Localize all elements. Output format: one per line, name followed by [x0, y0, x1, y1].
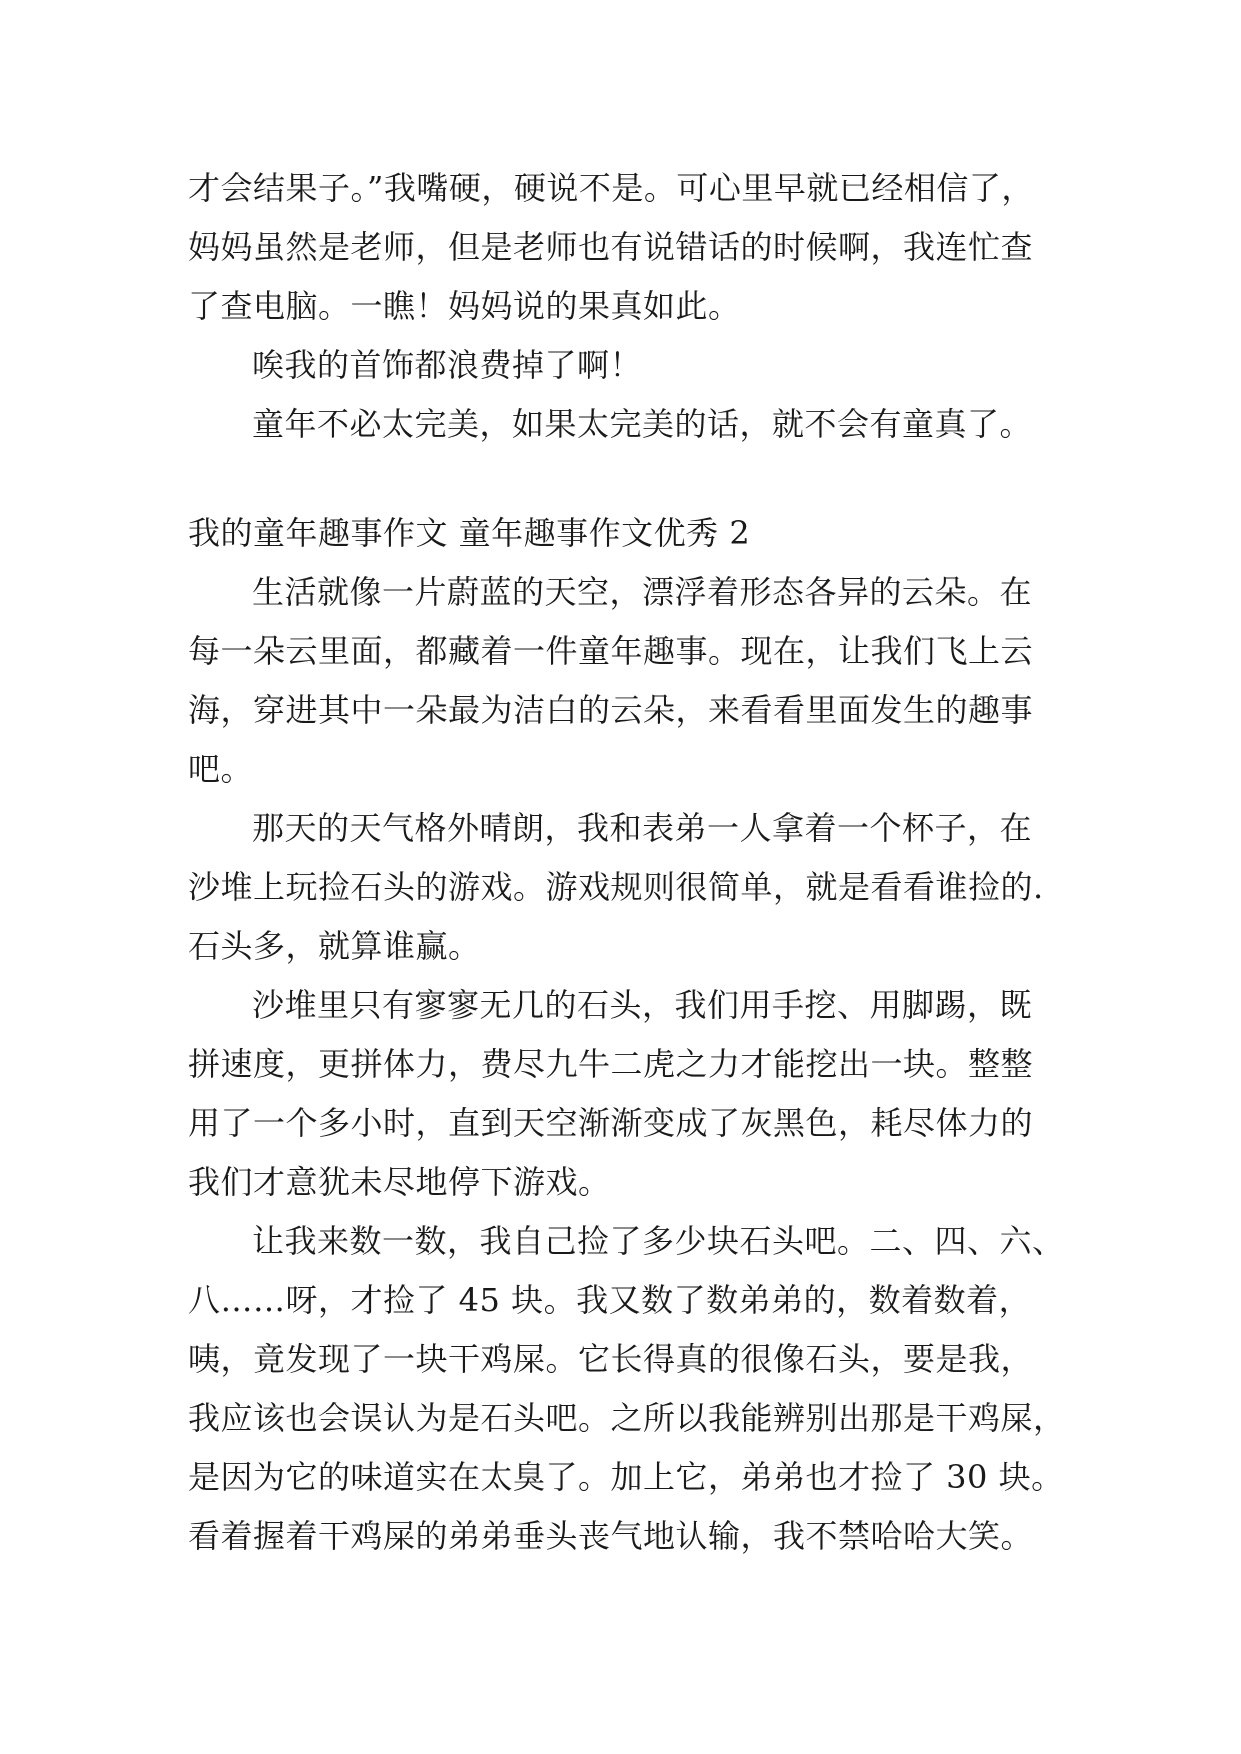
- text-line: 用了一个多小时，直到天空渐渐变成了灰黑色，耗尽体力的: [188, 1104, 1034, 1142]
- text-line: 我应该也会误认为是石头吧。之所以我能辨别出那是干鸡屎，: [188, 1399, 1066, 1437]
- text-line: 海，穿进其中一朵最为洁白的云朵，来看看里面发生的趣事: [188, 691, 1034, 729]
- text-line: 每一朵云里面，都藏着一件童年趣事。现在，让我们飞上云: [188, 632, 1034, 670]
- text-line: 沙堆上玩捡石头的游戏。游戏规则很简单，就是看看谁捡的.: [188, 868, 1044, 906]
- text-line: 八……呀，才捡了 45 块。我又数了数弟弟的，数着数着，: [188, 1281, 1032, 1319]
- text-line: 才会结果子。”我嘴硬，硬说不是。可心里早就已经相信了，: [188, 169, 1034, 207]
- text-line: 那天的天气格外晴朗，我和表弟一人拿着一个杯子，在: [252, 809, 1033, 847]
- text-line: 石头多，就算谁赢。: [188, 927, 481, 965]
- text-line: 童年不必太完美，如果太完美的话，就不会有童真了。: [252, 405, 1033, 443]
- text-line: 吧。: [188, 750, 254, 788]
- text-line: 生活就像一片蔚蓝的天空，漂浮着形态各异的云朵。在: [252, 573, 1033, 611]
- text-line: 了查电脑。一瞧！妈妈说的果真如此。: [188, 287, 741, 325]
- section-title: 我的童年趣事作文 童年趣事作文优秀 2: [188, 514, 751, 552]
- text-line: 沙堆里只有寥寥无几的石头，我们用手挖、用脚踢，既: [252, 986, 1033, 1024]
- text-line: 唉我的首饰都浪费掉了啊！: [252, 346, 643, 384]
- text-line: 看着握着干鸡屎的弟弟垂头丧气地认输，我不禁哈哈大笑。: [188, 1517, 1034, 1555]
- text-line: 让我来数一数，我自己捡了多少块石头吧。二、四、六、: [252, 1222, 1065, 1260]
- text-line: 妈妈虽然是老师，但是老师也有说错话的时候啊，我连忙查: [188, 228, 1034, 266]
- text-line: 我们才意犹未尽地停下游戏。: [188, 1163, 611, 1201]
- text-line: 是因为它的味道实在太臭了。加上它，弟弟也才捡了 30 块。: [188, 1458, 1064, 1496]
- text-line: 咦，竟发现了一块干鸡屎。它长得真的很像石头，要是我，: [188, 1340, 1034, 1378]
- text-line: 拼速度，更拼体力，费尽九牛二虎之力才能挖出一块。整整: [188, 1045, 1034, 1083]
